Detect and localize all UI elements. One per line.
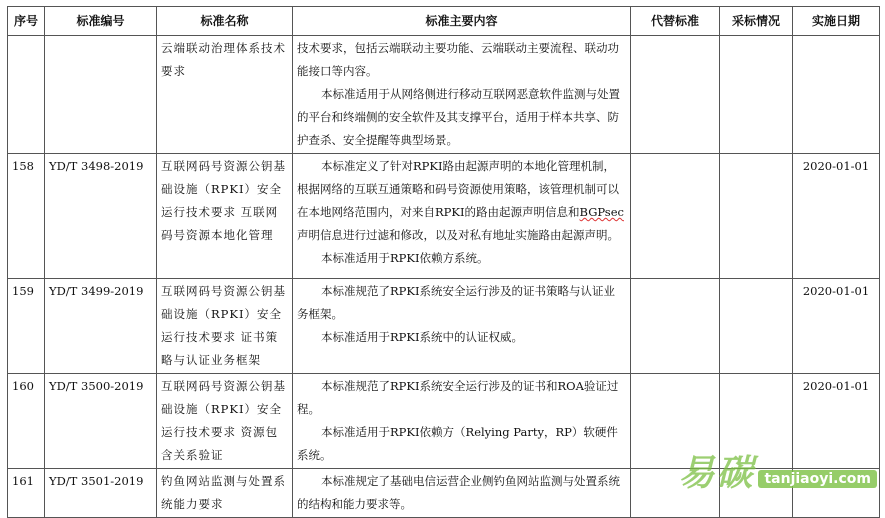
standard-content: [293, 36, 631, 154]
content-paragraph: [297, 155, 626, 247]
row-number: [8, 36, 45, 154]
header-replaces: 代替标准: [631, 7, 720, 36]
content-text: 声明信息进行过滤和修改，以及对私有地址实施路由起源声明。: [297, 228, 619, 242]
effective-date: 2020-01-01: [793, 374, 880, 469]
standard-content: [293, 469, 631, 518]
content-paragraph: 本标准规范了RPKI系统安全运行涉及的证书和ROA验证过程。: [297, 379, 619, 416]
header-name: 标准名称: [157, 7, 293, 36]
watermark-logo: 易碳: [678, 453, 755, 494]
watermark: [678, 445, 877, 496]
content-paragraph: 技术要求，包括云端联动主要功能、云端联动主要流程、联动功能接口等内容。: [297, 41, 619, 78]
header-adoption: 采标情况: [720, 7, 793, 36]
standard-code: YD/T 3500-2019: [45, 374, 157, 469]
replaces-cell: [631, 154, 720, 279]
row-number: 159: [8, 279, 45, 374]
header-date: 实施日期: [793, 7, 880, 36]
table-row: [8, 279, 880, 374]
content-paragraph: 本标准适用于从网络侧进行移动互联网恶意软件监测与处置的平台和终端侧的安全软件及其支撑平台，适用于样本共享、防护查杀、安全提醒等典型场景。: [297, 87, 620, 147]
standard-content: [293, 374, 631, 469]
standards-table: [7, 6, 880, 518]
watermark-domain: tanjiaoyi.com: [758, 470, 877, 488]
adoption-cell: [720, 36, 793, 154]
spellcheck-word: BGPsec: [579, 205, 624, 219]
table-row: [8, 154, 880, 279]
standard-code: YD/T 3498-2019: [45, 154, 157, 279]
standard-code: YD/T 3499-2019: [45, 279, 157, 374]
standard-name: 云端联动治理体系技术要求: [157, 36, 293, 154]
standard-content: [293, 154, 631, 279]
content-paragraph: 本标准适用于RPKI系统中的认证权威。: [321, 330, 524, 344]
effective-date: [793, 36, 880, 154]
standard-content: [293, 279, 631, 374]
standard-code: YD/T 3501-2019: [45, 469, 157, 518]
row-number: 158: [8, 154, 45, 279]
header-no: 序号: [8, 7, 45, 36]
standard-name: 互联网码号资源公钥基础设施（RPKI）安全运行技术要求 证书策略与认证业务框架: [157, 279, 293, 374]
row-number: 160: [8, 374, 45, 469]
content-paragraph: 本标准规范了RPKI系统安全运行涉及的证书策略与认证业务框架。: [297, 284, 616, 321]
content-text: 本标准定义了针对RPKI路由起源声明的本地化管理机制，根据网络的互联互通策略和码号资源使用策略，该管理机制可以在本地网络范围内，对来自RPKI的路由起源声明信息和: [297, 159, 619, 219]
standard-code: [45, 36, 157, 154]
header-code: 标准编号: [45, 7, 157, 36]
content-paragraph: 本标准适用于RPKI依赖方系统。: [321, 251, 489, 265]
row-number: 161: [8, 469, 45, 518]
header-row: [8, 7, 880, 36]
standard-name: 互联网码号资源公钥基础设施（RPKI）安全运行技术要求 互联网码号资源本地化管理: [157, 154, 293, 279]
adoption-cell: [720, 154, 793, 279]
standard-name: 钓鱼网站监测与处置系统能力要求: [157, 469, 293, 518]
standard-name: 互联网码号资源公钥基础设施（RPKI）安全运行技术要求 资源包含关系验证: [157, 374, 293, 469]
adoption-cell: [720, 279, 793, 374]
replaces-cell: [631, 279, 720, 374]
content-paragraph: 本标准适用于RPKI依赖方（Relying Party，RP）软硬件系统。: [297, 425, 618, 462]
replaces-cell: [631, 36, 720, 154]
content-paragraph: 本标准规定了基础电信运营企业侧钓鱼网站监测与处置系统的结构和能力要求等。: [297, 474, 620, 511]
header-content: 标准主要内容: [293, 7, 631, 36]
effective-date: 2020-01-01: [793, 279, 880, 374]
effective-date: 2020-01-01: [793, 154, 880, 279]
table-row: [8, 36, 880, 154]
